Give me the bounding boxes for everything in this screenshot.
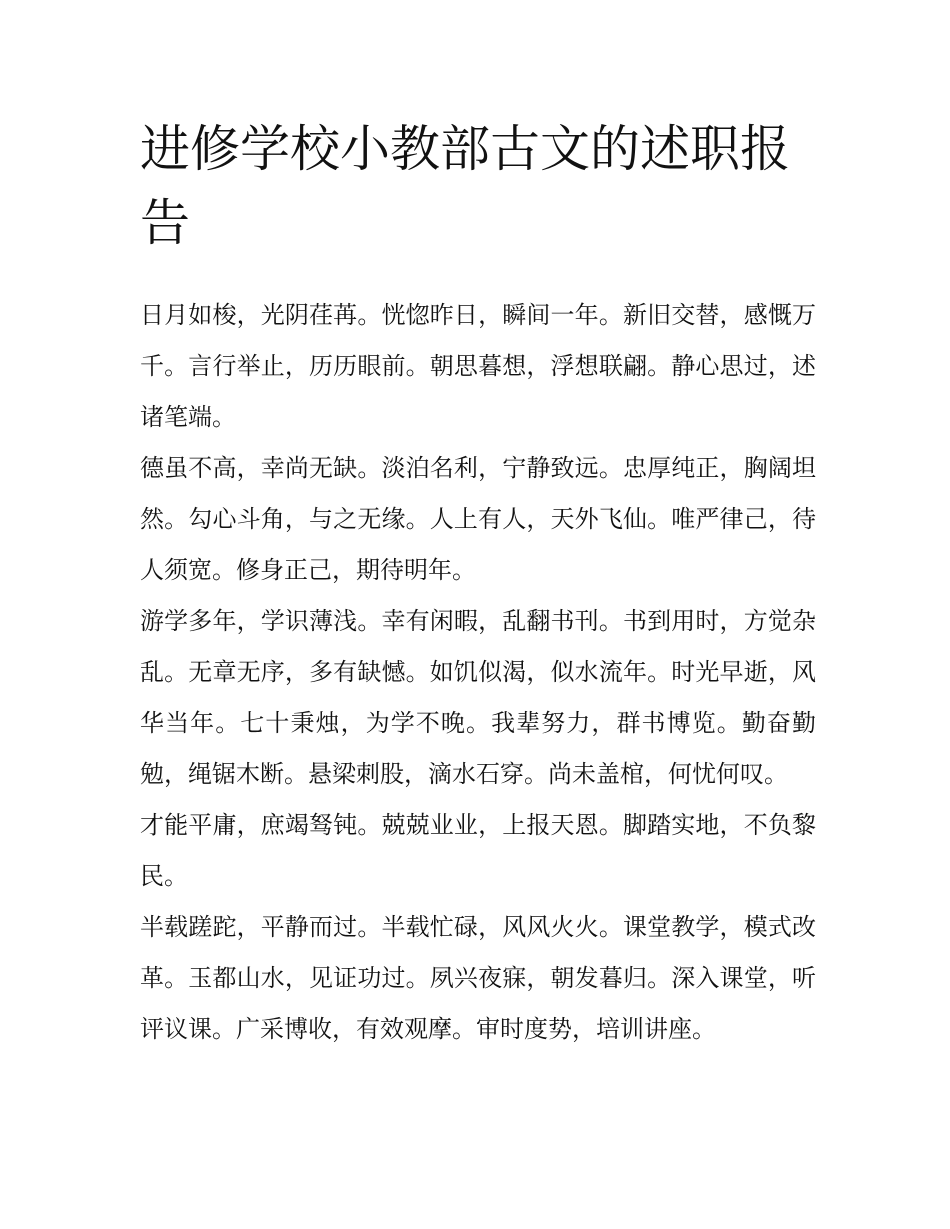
- paragraph-2: 德虽不高，幸尚无缺。淡泊名利，宁静致远。忠厚纯正，胸阔坦然。勾心斗角，与之无缘。人上有人，天外飞仙。唯严律己，待人须宽。修身正己，期待明年。: [140, 454, 816, 584]
- paragraph-3: 游学多年，学识薄浅。幸有闲暇，乱翻书刊。书到用时，方觉杂乱。无章无序，多有缺憾。如饥似渴，似水流年。时光早逝，风华当年。七十秉烛，为学不晚。我辈努力，群书博览。勤奋勤勉，绳锯木断。悬梁刺股，滴水石穿。尚未盖棺，何忧何叹。: [140, 607, 816, 788]
- paragraph-4: 才能平庸，庶竭驽钝。兢兢业业，上报天恩。脚踏实地，不负黎民。: [140, 811, 816, 890]
- document-page: [140, 112, 816, 1055]
- paragraph-1: 日月如梭，光阴荏苒。恍惚昨日，瞬间一年。新旧交替，感慨万千。言行举止，历历眼前。朝思暮想，浮想联翩。静心思过，述诸笔端。: [140, 301, 816, 431]
- document-title: 进修学校小教部古文的述职报告: [140, 120, 790, 252]
- document-body: [140, 290, 816, 1055]
- paragraph-5: 半载蹉跎，平静而过。半载忙碌，风风火火。课堂教学，模式改革。玉都山水，见证功过。夙兴夜寐，朝发暮归。深入课堂，听评议课。广采博收，有效观摩。审时度势，培训讲座。: [140, 913, 816, 1043]
